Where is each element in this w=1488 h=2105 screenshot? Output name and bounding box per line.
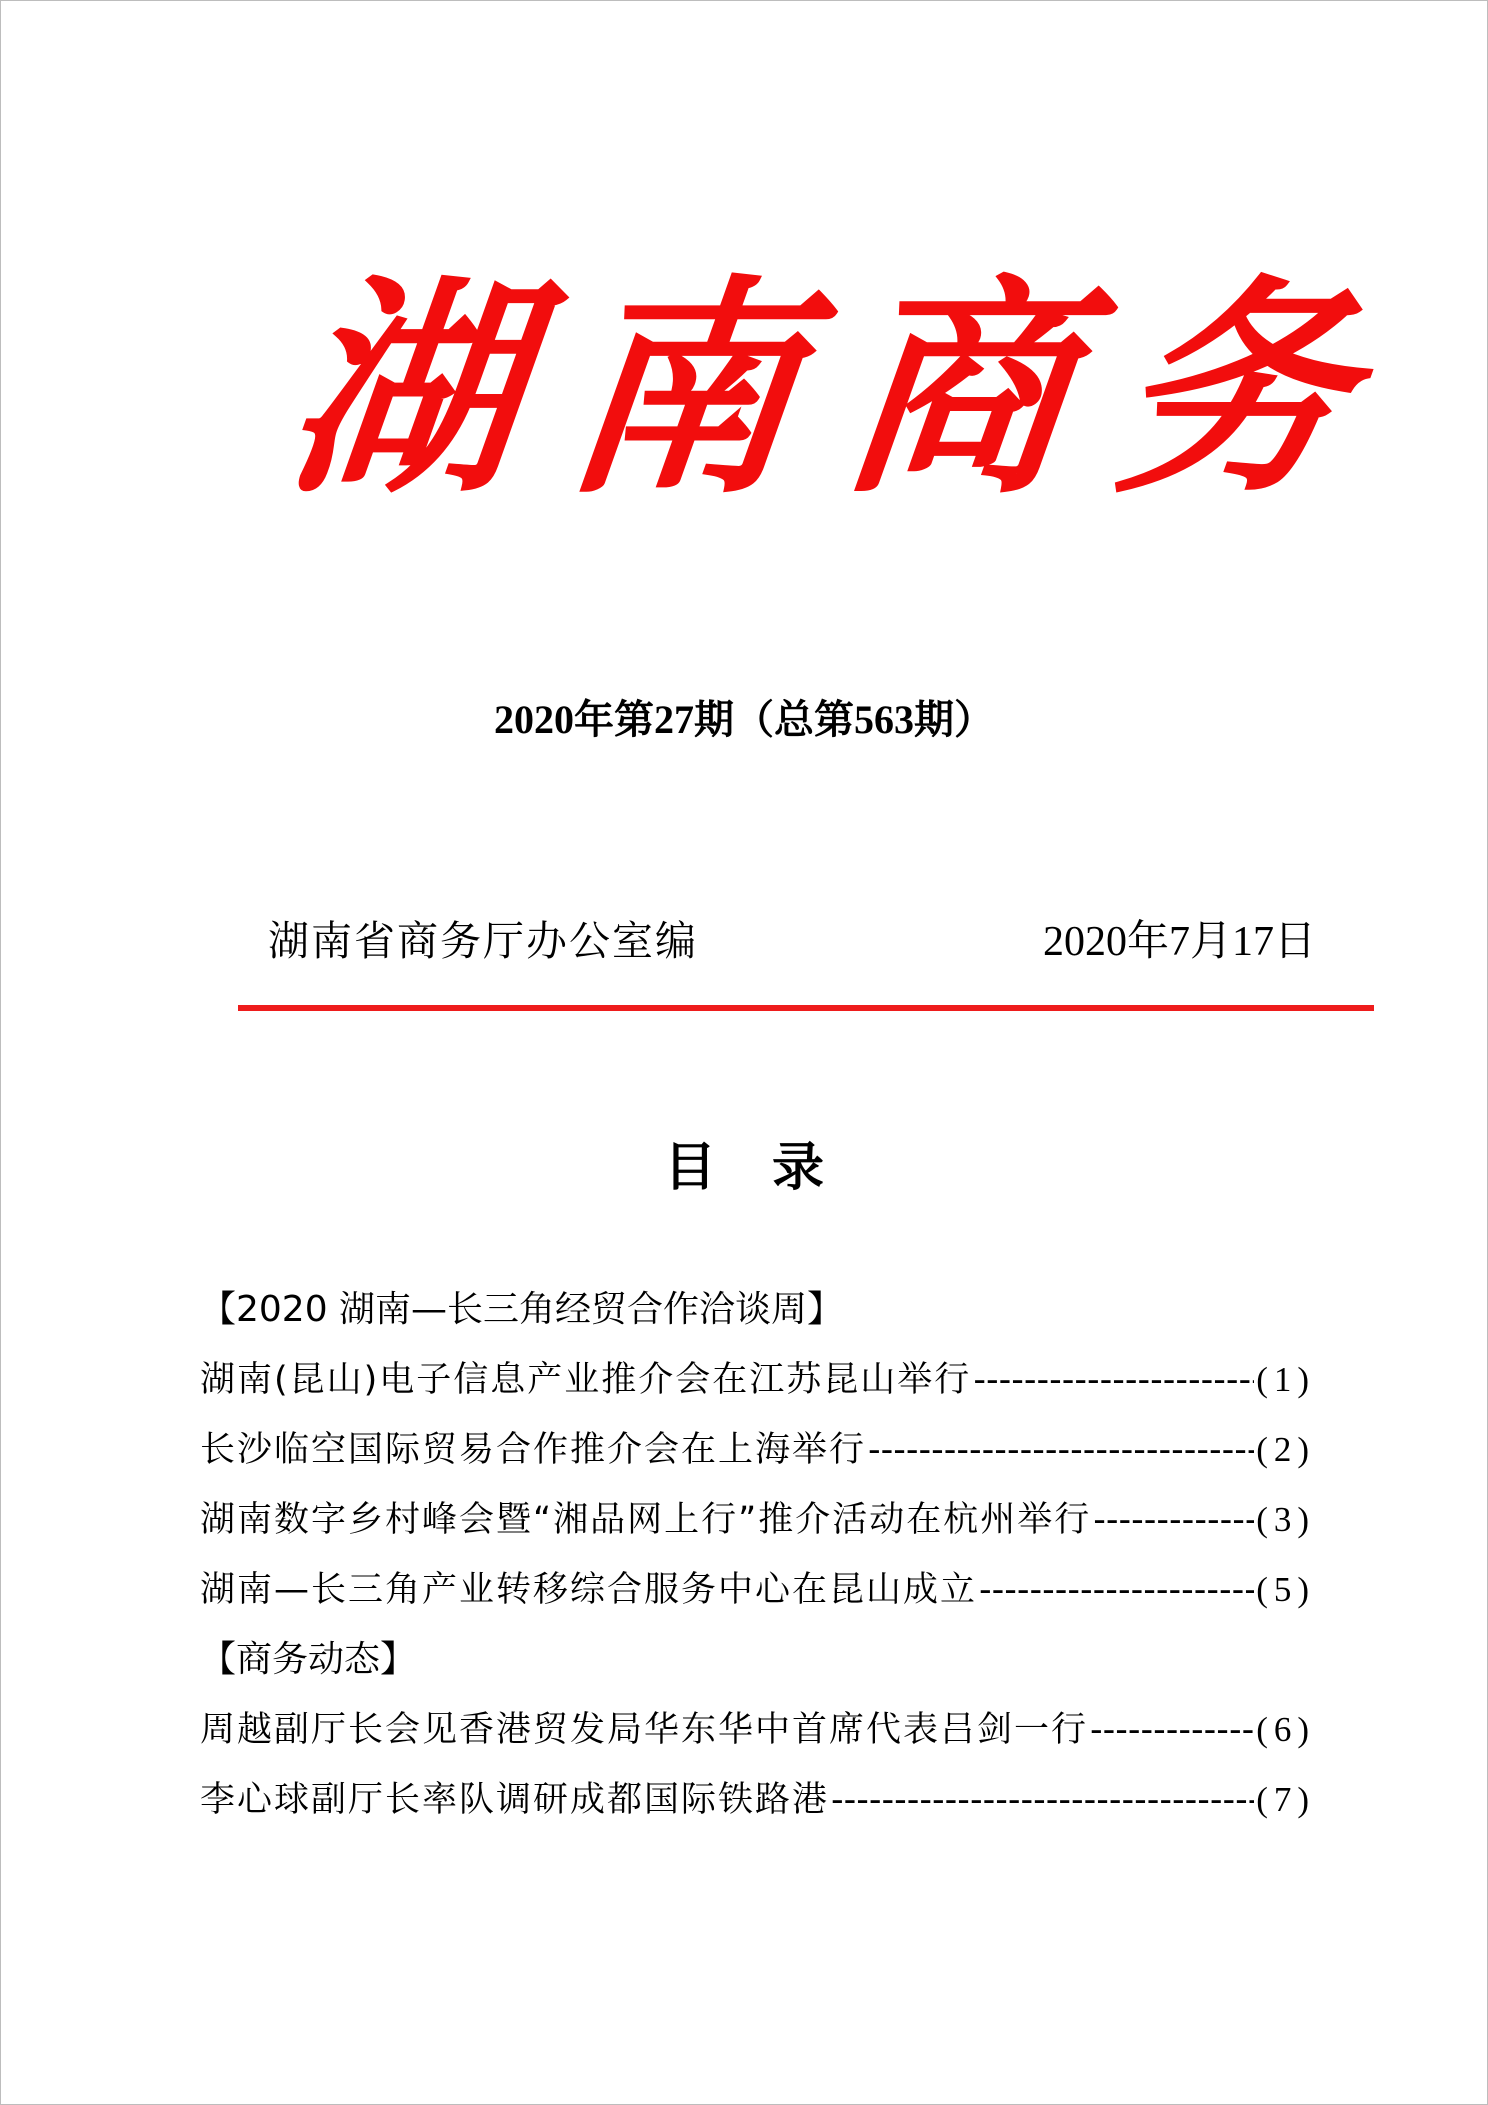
toc-item-page: (1) — [1256, 1360, 1315, 1399]
toc-item[interactable] — [200, 1555, 1315, 1625]
toc-item-page: (2) — [1256, 1430, 1315, 1469]
toc-title: 目录 — [663, 1138, 880, 1198]
toc-item[interactable] — [200, 1695, 1315, 1765]
masthead-char: 南 — [552, 255, 811, 525]
toc-section-heading: 【2020 湖南—长三角经贸合作洽谈周】 — [200, 1289, 844, 1330]
toc-item-title: 湖南(昆山)电子信息产业推介会在江苏昆山举行 — [200, 1360, 972, 1400]
toc-leader — [1090, 1695, 1254, 1765]
toc-leader — [831, 1765, 1254, 1835]
table-of-contents — [200, 1275, 1315, 1835]
toc-item[interactable] — [200, 1345, 1315, 1415]
toc-item[interactable] — [200, 1415, 1315, 1485]
toc-item-page: (7) — [1256, 1780, 1315, 1819]
toc-item-title: 湖南—长三角产业转移综合服务中心在昆山成立 — [200, 1570, 978, 1610]
toc-item-page: (3) — [1256, 1500, 1315, 1539]
masthead-char: 务 — [1105, 255, 1365, 525]
toc-item-title: 李心球副厅长率队调研成都国际铁路港 — [200, 1780, 830, 1820]
toc-item-title: 周越副厅长会见香港贸发局华东华中首席代表吕剑一行 — [200, 1710, 1089, 1750]
masthead-char: 商 — [829, 255, 1088, 525]
toc-section-heading: 【商务动态】 — [200, 1639, 417, 1680]
toc-item-page: (6) — [1256, 1710, 1315, 1749]
toc-leader — [973, 1345, 1254, 1415]
publish-date: 2020年7月17日 — [1042, 919, 1316, 965]
issue-number: 2020年第27期（总第563期） — [494, 697, 994, 742]
editor-line: 湖南省商务厅办公室编 — [268, 917, 698, 965]
masthead — [275, 255, 1365, 525]
toc-item-page: (5) — [1256, 1570, 1315, 1609]
toc-leader — [979, 1555, 1254, 1625]
red-divider — [238, 1005, 1374, 1011]
toc-item-title: 湖南数字乡村峰会暨“湘品网上行”推介活动在杭州举行 — [200, 1500, 1092, 1540]
toc-leader — [1093, 1485, 1254, 1555]
toc-item-title: 长沙临空国际贸易合作推介会在上海举行 — [200, 1430, 867, 1470]
toc-item[interactable] — [200, 1765, 1315, 1835]
toc-leader — [868, 1415, 1254, 1485]
masthead-char: 湖 — [275, 255, 535, 525]
toc-item[interactable] — [200, 1485, 1315, 1555]
